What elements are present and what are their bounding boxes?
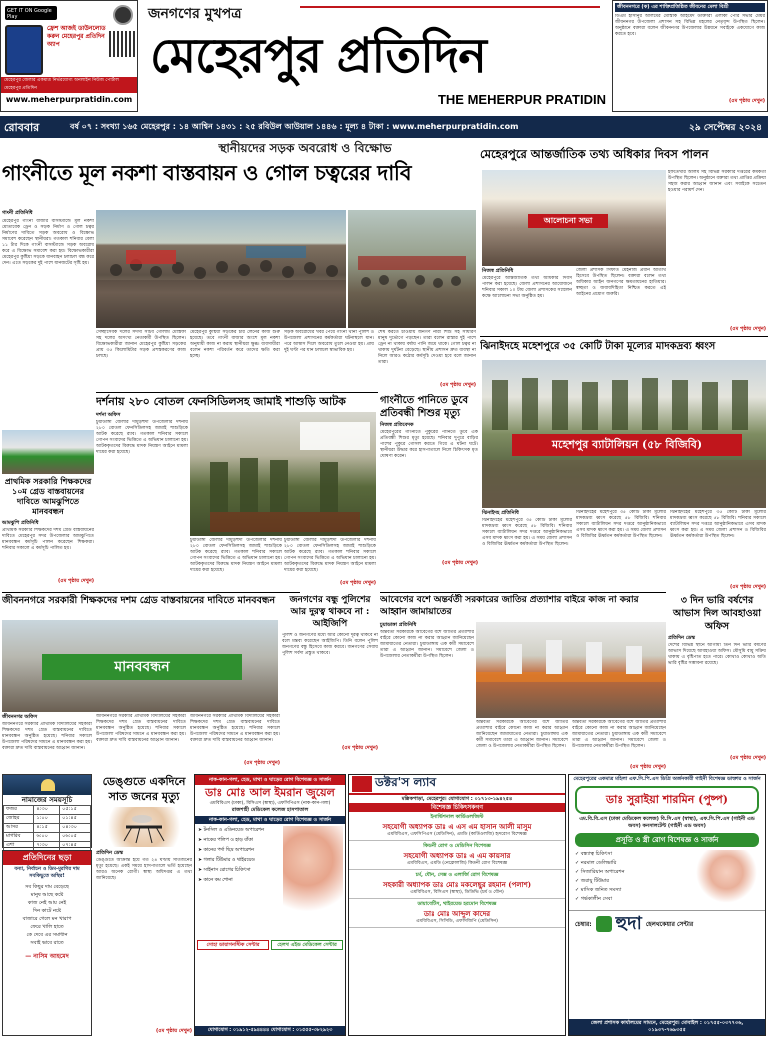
- prayer-cell: আসর: [4, 824, 34, 833]
- ad-doctors-lab[interactable]: [348, 774, 566, 1036]
- mother-child-illustration: [694, 850, 759, 906]
- google-play-badge[interactable]: GET IT ON Google Play: [5, 6, 57, 20]
- ad-lab-doctor: [349, 812, 565, 841]
- drugs-photo-figures: [482, 360, 766, 508]
- jamaat-headline[interactable]: আবেগের বশে অন্তর্বর্তী সরকারের জাতির প্রত্যাশার বাইরে কাজ না করার আহ্বান জামায়াতের: [380, 595, 639, 617]
- drugs-photo: [482, 360, 766, 508]
- mosque-icon: [3, 775, 91, 795]
- qr-code: [109, 31, 135, 57]
- ad-suraiya-clinic-sub: হেলথকেয়ার সেন্টার: [645, 920, 694, 928]
- prayer-cell: ০৫:১৫: [60, 806, 91, 815]
- ad-imran-service: ➤ কানের পর্দা ছিদ্র অপারেশন: [198, 848, 254, 853]
- rti-banner: আলোচনা সভা: [528, 214, 608, 228]
- prayer-cell: ৭:৩০: [34, 842, 60, 851]
- phensedyl-headline[interactable]: দর্শনায় ২৮০ বোতল ফেনসিডিলসহ জামাই শাশুড়ি আটক: [96, 395, 346, 408]
- divider: [96, 392, 378, 393]
- ad-lab-doctor: [349, 899, 565, 928]
- top-right-heading: জীবননগরে (ক) এর শাক্তিপ্রতিষ্ঠিত জীবনের মেলা বিশ্রী: [615, 3, 765, 12]
- prayer-row: [4, 833, 91, 842]
- teachers-col: [2, 520, 94, 588]
- ad-lab-doctor-spec: ডায়াবেটিস, থাইরয়েড হরমোন বিশেষজ্ঞ: [417, 901, 497, 907]
- ad-imran-service: ➤ সাইনাস রোগের চিকিৎসা: [198, 868, 251, 873]
- rti-col-right: [668, 170, 766, 334]
- rhyme-line: মানুষ আছে কষ্টে: [30, 892, 64, 898]
- website-link[interactable]: www.meherpurpratidin.com: [5, 95, 133, 104]
- weather-body: দেশের বিভিন্ন স্থানে আগামী তিন দিন ভারি বর্ষণের আভাস দিয়েছে আবহাওয়া অফিস। মৌসুমি বায়ু সক্রিয় থাকায় এ বৃষ্টিপাত হতে পারে। কোথাও কোথাও অতি ভারি বৃষ্টির সম্ভাবনা রয়েছে।: [668, 643, 766, 666]
- ad-lab-doctor-name: ডাঃ মোঃ আব্দুল কাদের: [423, 909, 491, 918]
- ad-imran-services: [195, 826, 283, 938]
- phensedyl-body-3: চুয়াডাঙ্গা জেলার দামুড়হুদা উপজেলার দর্শনায় ২৮০ বোতল ফেনসিডিলসহ জামাই শাশুড়িকে আটক করেছে র‍্যাব। গতকাল শনিবার সকালে গোপন সংবাদের ভিত্তিতে এ অভিযান চালানো হয়। আটককৃতদের বিরুদ্ধে মাদক নিয়ন্ত্রণ আইনে মামলা দায়ের করা হয়েছে।: [284, 538, 376, 573]
- prayer-row: [4, 806, 91, 815]
- ad-imran-post: রাজশাহী মেডিকেল কলেজ হাসপাতাল: [231, 807, 309, 813]
- app-promo-text: ফ্রেশ আজই ডাউনলোড করুন মেহেরপুর প্রতিদিন অ্যাপ: [47, 25, 106, 48]
- dengue-byline: প্রতিদিন ডেস্ক: [96, 850, 124, 856]
- teachers-photo: [2, 430, 94, 474]
- rti-col1: [482, 268, 572, 334]
- jibannagar-more[interactable]: (৫ম পৃষ্ঠায় দেখুন): [243, 760, 280, 766]
- rhyme-line: ফেরে খালি হাতে: [30, 924, 64, 930]
- rhyme-subtitle: বন্যা, নির্বাচন ও ডিম-মুরগির দাম সবকিছুতে অস্থির!: [14, 866, 80, 879]
- ad-lab-doctor-detail: এমবিবিএস, এফসিপিএস (মেডিসিন), এমডি (কার্ডিওলজি) হৃদরোগ বিশেষজ্ঞ: [387, 832, 527, 837]
- ad-lab-doctor: [349, 870, 565, 899]
- drown-body: মেহেরপুরের গাংনীতে পুকুরের পানিতে ডুবে এক প্রতিবন্ধী শিশুর মৃত্যু হয়েছে। শনিবার দুপুরে বাড়ির পাশের পুকুরে গোসল করতে গিয়ে এ ঘটনা ঘটে। স্থানীয়রা উদ্ধার করে হাসপাতালে নিলে চিকিৎসক মৃত ঘোষণা করেন।: [380, 430, 478, 459]
- teachers-body: প্রাথমিক সরকারি শিক্ষকদের দশম গ্রেড বাস্তবায়নের দাবিতে মেহেরপুর সদর উপজেলার আমঝুপিতে মানববন্ধন কর্মসূচি পালন করেছেন শিক্ষকরা। শনিবার সকালে এ কর্মসূচি পালিত হয়।: [2, 528, 94, 551]
- jibannagar-photo: [2, 620, 278, 712]
- police-more[interactable]: (৫ম পৃষ্ঠায় দেখুন): [341, 745, 378, 751]
- ad-imran-service: ➤ গলার টিউমার ও থাইরয়েড: [198, 858, 255, 863]
- jamaat-photo-stage: [476, 622, 666, 718]
- drown-byline: নিজস্ব প্রতিবেদক: [380, 422, 414, 428]
- dateline-date: ২৯ সেপ্টেম্বর ২০২৪: [688, 123, 762, 133]
- lead-byline: গাংনী প্রতিনিধি: [2, 210, 33, 216]
- masthead: [140, 0, 610, 112]
- clinic-logo-icon: [596, 916, 612, 932]
- ad-lab-brand: ডক্টর'স ল্যাব: [375, 775, 437, 789]
- jibannagar-banner: মানববন্ধন: [42, 654, 242, 680]
- drugs-col1: [482, 510, 572, 592]
- ad-suraiya-service: ✓ সিজারিয়ান অপারেশন: [575, 869, 625, 875]
- masthead-accent: [300, 6, 600, 14]
- ad-lab-doctor-detail: এমবিবিএস, সিসিডি, এফসিজিপি (মেডিসিন): [416, 919, 498, 924]
- drugs-col3: [670, 510, 766, 592]
- mosquito-photo: [96, 807, 192, 847]
- ad-lab-doctor-spec: ইনার্ভিশনাল কার্ডিওলজিস্ট: [430, 814, 484, 820]
- divider: [380, 592, 666, 593]
- prayer-cell: ৪:১৫: [34, 824, 60, 833]
- rhyme-line: সব কিছুর দাম বেড়েছে: [25, 884, 69, 890]
- top-right-news: [612, 0, 768, 112]
- ad-imran-service: ➤ টনসিল ও এডিনয়েড অপারেশন: [198, 828, 265, 833]
- police-body: পুলিশ ও জনগণের মধ্যে আর কোনো দূরত্ব থাকবে না বলে মন্তব্য করেছেন আইজিপি। তিনি বলেন পুলিশ জনগণের বন্ধু হিসেবে কাজ করবে। জনগণের সেবায় পুলিশ সর্বদা প্রস্তুত থাকবে।: [282, 633, 378, 656]
- ad-lab-doctor-spec: কিডনী রোগ ও মেডিসিন বিশেষজ্ঞ: [423, 843, 491, 849]
- app-logo-icon: [113, 5, 133, 25]
- jibannagar-byline: জীবননগর অফিস: [2, 714, 38, 720]
- ad-suraiya-name: ডাঃ সুরাইয়া শারমিন (পুষ্প): [575, 786, 759, 814]
- lead-photo-2-figures: [348, 210, 476, 328]
- ad-imran-section: নাক-কান-গলা, হেড, মাথা ও ঘাড়ের রোগ বিশেষজ্ঞ ও সার্জন: [195, 816, 345, 824]
- phensedyl-col1: [96, 412, 188, 588]
- prayer-table: [3, 805, 91, 851]
- ad-suraiya-chamber-label: চেম্বার:: [575, 920, 592, 928]
- ad-lab-doctor-detail: এমবিবিএস, বিসিএস (স্বাস্থ্য), ডিডিভি (চর্ম ও যৌন): [410, 890, 504, 895]
- ad-lab-doctor-name: সহকারী অধ্যাপক ডাঃ মোঃ মকলেছুর রহমান (পলাশ): [382, 880, 532, 889]
- dateline-bar: [0, 116, 768, 138]
- phensedyl-photo: [190, 412, 376, 536]
- ad-lab-doctor-spec: চর্ম, যৌন, সেক্স ও এলার্জি রোগ বিশেষজ্ঞ: [415, 872, 499, 878]
- prayer-title: নামাজের সময়সূচি: [21, 796, 73, 804]
- drown-headline[interactable]: গাংনীতে পানিতে ডুবে প্রতিবন্ধী শিশুর মৃত্যু: [380, 395, 469, 419]
- ad-suraiya-footer: জেলা প্রশাসক কার্যালয়ের সামনে, মেহেরপুর। মোবাইল : ০১৭৫৫-০৩৭৭৩৬, ০১৯৩৭-৭৬৯৩৫৫: [569, 1019, 765, 1035]
- ad-imran-service: ➤ নাকের পলিপ ও হাড় বাঁকা: [198, 838, 253, 843]
- rti-more[interactable]: (৫ম পৃষ্ঠায় দেখুন): [729, 326, 766, 332]
- phensedyl-photo-scene: [190, 412, 376, 536]
- portal-ticker: মেহেরপুর জেলার একমাত্র নির্ভরযোগ্য অনলাইন নিউজ পোর্টাল মেহেরপুর প্রতিদিন: [1, 77, 137, 93]
- ad-lab-doctor-detail: এমবিবিএস, এমডি (নেফ্রোলজি) কিডনী রোগ বিশেষজ্ঞ: [406, 861, 508, 866]
- divider: [2, 592, 300, 593]
- prayer-cell: ০১:৪৫: [60, 815, 91, 824]
- phensedyl-body-2: চুয়াডাঙ্গা জেলার দামুড়হুদা উপজেলার দর্শনায় ২৮০ বোতল ফেনসিডিলসহ জামাই শাশুড়িকে আটক করেছে র‍্যাব। গতকাল শনিবার সকালে গোপন সংবাদের ভিত্তিতে এ অভিযান চালানো হয়। আটককৃতদের বিরুদ্ধে মাদক নিয়ন্ত্রণ আইনে মামলা দায়ের করা হয়েছে।: [190, 538, 282, 573]
- ad-imran-degrees: এমবিবিএস (ঢাকা), বিসিএস (স্বাস্থ্য), এফসিপিএস (নাক-কান-গলা): [209, 801, 331, 806]
- lead-body4: সড়ক অবরোধের খবর পেয়ে গাংনী থানা পুলিশ ও উপজেলা প্রশাসনের কর্মকর্তারা ঘটনাস্থলে যান। পরে আশ্বাস দিলে অবরোধ তুলে নেওয়া হয়। প্রায় দুই ঘণ্টা পর যান চলাচল স্বাভাবিক হয়।: [284, 330, 374, 353]
- rhyme-author: — নাসিম আহমেদ: [25, 953, 69, 960]
- prayer-cell: মাগরিব: [4, 833, 34, 842]
- rti-photo: [482, 170, 666, 266]
- jamaat-more[interactable]: (৫ম পৃষ্ঠায় দেখুন): [629, 764, 666, 770]
- rhyme-title: প্রতিদিনের ছড়া: [3, 851, 91, 865]
- lead-photo-crowd: [96, 210, 346, 328]
- app-promo-box[interactable]: [0, 0, 138, 112]
- jibannagar-headline[interactable]: জীবননগরে সরকারী শিক্ষকদের দশম গ্রেড বাস্তবায়নের দাবিতে মানববন্ধন: [2, 595, 276, 606]
- ad-lab-doctor-name: সহযোগী অধ্যাপক ডাঃ এ এম কায়সার: [403, 851, 511, 860]
- prayer-cell: এশা: [4, 842, 34, 851]
- jamaat-photo: [476, 622, 666, 718]
- ad-imran-phone: যোগাযোগ : ০১৯১২-৫৯৪৪৪৪ যোগাযোগ : ০১৫৫৫-৩৮২৯২৩: [195, 1026, 345, 1035]
- masthead-title-en: THE MEHERPUR PRATIDIN: [437, 92, 606, 107]
- prayer-cell: ০৭:৪৫: [60, 842, 91, 851]
- jibannagar-body: জীবননগরে সরকারি প্রাথমিক বিদ্যালয়ের সহকারী শিক্ষকদের দশম গ্রেড বাস্তবায়নের দাবিতে মানববন্ধন অনুষ্ঠিত হয়েছে। শনিবার সকালে উপজেলা পরিষদের সামনে এ মানববন্ধন করা হয়। বক্তারা দ্রুত দাবি বাস্তবায়নের আহ্বান জানান।: [2, 722, 92, 751]
- ad-suraiya-top: মেহেরপুরের একমাত্র মহিলা এফ.সি.পি.এস ডিগ্রি অর্জনকারী গাইনী বিশেষজ্ঞ ডাক্তার ও সার্জন: [573, 776, 761, 782]
- teachers-headline[interactable]: প্রাথমিক সরকারি শিক্ষকদের ১০ম গ্রেড বাস্তবায়নের দাবিতে আমঝুপিতে মানববন্ধন: [4, 476, 92, 516]
- rhyme-box: [2, 850, 92, 1036]
- ad-imran-chamber1: সোহা ডায়াগনস্টিক সেন্টার: [197, 940, 269, 950]
- drugs-more[interactable]: (৫ম পৃষ্ঠায় দেখুন): [729, 584, 766, 590]
- ad-lab-sub: বিশেষজ্ঞ চিকিৎসকগণ: [349, 803, 565, 812]
- dengue-more[interactable]: (৫ম পৃষ্ঠায় দেখুন): [155, 1028, 192, 1034]
- lead-photo: [96, 210, 346, 328]
- prayer-cell: ৬:০০: [34, 833, 60, 842]
- ad-suraiya-service: ✓ গর্ভকালীন সেবা: [575, 896, 613, 902]
- masthead-tagline: জনগণের মুখপত্র: [148, 6, 242, 22]
- rhyme-line: দিন কাটে নষ্টে: [33, 908, 61, 914]
- phensedyl-col3: [284, 538, 376, 588]
- weather-headline[interactable]: ৩ দিন ভারি বর্ষণের আভাস দিল আবহাওয়া অফিস: [672, 595, 762, 632]
- lead-body3: মেহেরপুর কুষ্টিয়া সড়কের চার লেনের কাজ শুরু হয়েছে। তবে গাংনী বাজার অংশে মূল নকশা অনুযায়ী কাজ না করায় স্থানীয়রা ক্ষুব্ধ। ব্যবসায়ীরা বলেন নকশা পরিবর্তন করে তাদের ক্ষতি করা হচ্ছে।: [190, 330, 280, 359]
- phensedyl-byline: দর্শনা অফিস: [96, 412, 121, 418]
- police-story: [282, 594, 378, 768]
- lead-col-right: [378, 330, 476, 390]
- ad-suraiya-service: ✓ মাসিক জনিত সমস্যা: [575, 887, 622, 893]
- ad-suraiya-service: ✓ নরমাল ডেলিভারি: [575, 860, 617, 866]
- dengue-story: [96, 774, 192, 1036]
- weather-story: [668, 594, 766, 772]
- jamaat-body-2: অন্তর্বর্তী সরকারকে আবেগের বশে জাতির প্রত্যাশার বাইরে কোনো কাজ না করার আহ্বান জানিয়েছেন জামায়াতের নেতারা। চুয়াডাঙ্গায় এক কর্মী সমাবেশে তারা এ আহ্বান জানান। সমাবেশে জেলা ও উপজেলার নেতাকর্মীরা উপস্থিত ছিলেন।: [476, 720, 568, 749]
- drown-more[interactable]: (৫ম পৃষ্ঠায় দেখুন): [441, 560, 478, 566]
- prayer-cell: জোহর: [4, 815, 34, 824]
- mosquito-icon: [96, 807, 192, 847]
- lead-body1: মেহেরপুর গাংনী বাজার বাসস্ট্যান্ডে মূল নকশা মোতাবেক ড্রেন ও সড়ক নির্মাণ ও গোল চত্বর নির্মাণের দাবিতে সড়ক অবরোধ ও বিক্ষোভ সমাবেশ করেছেন স্থানীয়রা। গতকাল শনিবার বেলা ১১ টার দিকে গাংনী বাসস্ট্যান্ডে সড়ক অবরোধ করে এ বিক্ষোভ সমাবেশ করা হয়। বিক্ষোভকারীরা মেহেরপুর কুষ্টিয়া সড়কে যানবাহন চলাচল বন্ধ করে দেন। এতে সড়কের দুই পাশে যানজটের সৃষ্টি হয়।: [2, 219, 94, 266]
- teachers-more[interactable]: (৫ম পৃষ্ঠায় দেখুন): [57, 578, 94, 584]
- ad-suraiya-banner: প্রসূতি ও স্ত্রী রোগ বিশেষজ্ঞ ও সার্জন: [575, 833, 759, 847]
- rti-body2: জেলা প্রশাসক সিফাত মেহনাজ প্রধান অতিথি হিসেবে উপস্থিত ছিলেন। বক্তারা বলেন তথ্য অধিকার আইন জনগণের ক্ষমতায়নের হাতিয়ার। স্বচ্ছতা ও জবাবদিহিতা নিশ্চিত করতে এই আইনের প্রয়োগ জরুরি।: [576, 268, 666, 297]
- drugs-headline[interactable]: ঝিনাইদহে মহেশপুরে ৩৫ কোটি টাকা মূল্যের মাদকদ্রব্য ধ্বংস: [480, 341, 716, 352]
- ad-imran-chamber2: হেলথ এইড মেডিকেল সেন্টার: [271, 940, 343, 950]
- dateline-info: বর্ষ ০৭ : সংখ্যা ১৬৫ মেহেরপুর : ১৪ আশ্বিন ১৪৩১ : ২৫ রবিউল আউয়াল ১৪৪৬ : মূল্য ৪ টাকা : www.meherpurpratidin.com: [70, 122, 519, 131]
- ad-suraiya[interactable]: [568, 774, 766, 1036]
- police-headline[interactable]: জনগণের বন্ধু পুলিশের আর দুরত্ব থাকবে না : আইজিপি: [289, 595, 371, 629]
- drugs-body-2: ঝিনাইদহের মহেশপুরে ৩৫ কোটি টাকা মূল্যের মাদকদ্রব্য ধ্বংস করেছে ৫৮ বিজিবি। শনিবার সকালে ব্যাটালিয়ন সদর দপ্তরে আনুষ্ঠানিকভাবে এসব মাদক ধ্বংস করা হয়। এ সময় জেলা প্রশাসন ও বিজিবির ঊর্ধ্বতন কর্মকর্তারা উপস্থিত ছিলেন।: [576, 510, 666, 539]
- teachers-byline: আমঝুপি প্রতিনিধি: [2, 520, 39, 526]
- drown-story: [380, 394, 478, 588]
- prayer-cell: ফজর: [4, 806, 34, 815]
- drugs-body-3: ঝিনাইদহের মহেশপুরে ৩৫ কোটি টাকা মূল্যের মাদকদ্রব্য ধ্বংস করেছে ৫৮ বিজিবি। শনিবার সকালে ব্যাটালিয়ন সদর দপ্তরে আনুষ্ঠানিকভাবে এসব মাদক ধ্বংস করা হয়। এ সময় জেলা প্রশাসন ও বিজিবির ঊর্ধ্বতন কর্মকর্তারা উপস্থিত ছিলেন।: [670, 510, 766, 539]
- ad-lab-address: মল্লিকপাড়া, মেহেরপুর। যোগাযোগ : ০১৭১৩-১৯৪২৫৪: [401, 796, 513, 802]
- rti-byline: নিজস্ব প্রতিনিধি: [482, 268, 514, 274]
- jamaat-body-3: অন্তর্বর্তী সরকারকে আবেগের বশে জাতির প্রত্যাশার বাইরে কোনো কাজ না করার আহ্বান জানিয়েছেন জামায়াতের নেতারা। চুয়াডাঙ্গায় এক কর্মী সমাবেশে তারা এ আহ্বান জানান। সমাবেশে জেলা ও উপজেলার নেতাকর্মীরা উপস্থিত ছিলেন।: [572, 720, 666, 749]
- rhyme-lines: [3, 883, 91, 947]
- jamaat-col1: [380, 622, 474, 772]
- rhyme-line: কে দেবে এর সমাধান: [26, 932, 68, 938]
- ad-imran[interactable]: [194, 774, 346, 1036]
- drugs-body: ঝিনাইদহের মহেশপুরে ৩৫ কোটি টাকা মূল্যের মাদকদ্রব্য ধ্বংস করেছে ৫৮ বিজিবি। শনিবার সকালে ব্যাটালিয়ন সদর দপ্তরে আনুষ্ঠানিকভাবে এসব মাদক ধ্বংস করা হয়। এ সময় জেলা প্রশাসন ও বিজিবির ঊর্ধ্বতন কর্মকর্তারা উপস্থিত ছিলেন।: [482, 518, 572, 547]
- prayer-row: [4, 815, 91, 824]
- prayer-box: [2, 774, 92, 848]
- ent-illustration: [283, 826, 343, 938]
- rti-body1: মেহেরপুরে আন্তর্জাতিক তথ্য অধিকার দিবস পালন করা হয়েছে। জেলা প্রশাসনের আয়োজনে শনিবার সকাল ১০ টায় জেলা প্রশাসকের সম্মেলন কক্ষে আলোচনা সভা অনুষ্ঠিত হয়।: [482, 276, 572, 299]
- phone-mockup: [5, 25, 43, 75]
- phensedyl-more[interactable]: (৫ম পৃষ্ঠায় দেখুন): [339, 580, 376, 586]
- ad-suraiya-degrees: এম.বি.বি.এস (ঢাকা মেডিকেল কলেজ) বি.সি.এস (স্বাস্থ্য), এফ.সি.পি.এস (গাইনী এন্ড অবস) কনসালটেন্ট (গাইনী এন্ড অবস): [579, 816, 755, 829]
- rti-body3: ইফতেখার আলম সহ বিভিন্ন সরকারি দপ্তরের কর্মকর্তা উপস্থিত ছিলেন। অনুষ্ঠানে বক্তারা তথ্য প্রাপ্তির প্রক্রিয়া সহজ করার আহ্বান জানান এবং সবাইকে সচেতন হওয়ার পরামর্শ দেন।: [668, 170, 766, 193]
- lead-photo-2: [348, 210, 476, 328]
- rhyme-line: বাজারে গেলে মন খারাপ: [22, 916, 72, 922]
- divider: [480, 336, 768, 337]
- lead-body5-text: শেষ করতে চাওয়ায় জনগণ নারী শিশু সহ সাধারণ মানুষ দুর্ভোগে পড়ছেন। তারা বলেন রাস্তার দুই পাশে ড্রেন না থাকায় বর্ষায় পানি জমে থাকে। গোল চত্বর না থাকায় দুর্ঘটনা বেড়েছে। স্থানীয় প্রশাসন দ্রুত ব্যবস্থা না নিলে আরও কঠোর কর্মসূচি দেওয়া হবে বলে জানান তারা।: [378, 330, 476, 365]
- top-right-more[interactable]: (৫ম পৃষ্ঠায় দেখুন): [728, 98, 765, 104]
- prayer-row: [4, 824, 91, 833]
- prayer-cell: ১:০০: [34, 815, 60, 824]
- lead-kicker: স্থানীয়দের সড়ক অবরোধ ও বিক্ষোভ: [218, 141, 392, 155]
- dengue-body: ডেঙ্গুতে আক্রান্ত হয়ে গত ২৪ ঘণ্টায় সাতজনের মৃত্যু হয়েছে। একই সময়ে হাসপাতালে ভর্তি হয়েছেন আরও অনেক রোগী। স্বাস্থ্য অধিদপ্তর এ তথ্য জানিয়েছে।: [96, 858, 192, 881]
- weather-more[interactable]: (৫ম পৃষ্ঠায় দেখুন): [729, 755, 766, 761]
- ad-imran-name: ডাঃ মোঃ আল ইমরান জুয়েল: [205, 786, 335, 799]
- jamaat-byline: চুয়াডাঙ্গা প্রতিনিধি: [380, 622, 417, 628]
- drugs-banner: মহেশপুর ব্যাটালিয়ন (৫৮ বিজিবি): [512, 434, 742, 456]
- ad-imran-service: ➤ কানে কম শোনা: [198, 878, 233, 883]
- phensedyl-body: চুয়াডাঙ্গা জেলার দামুড়হুদা উপজেলার দর্শনায় ২৮০ বোতল ফেনসিডিলসহ জামাই শাশুড়িকে আটক করেছে র‍্যাব। গতকাল শনিবার সকালে গোপন সংবাদের ভিত্তিতে এ অভিযান চালানো হয়। আটককৃতদের বিরুদ্ধে মাদক নিয়ন্ত্রণ আইনে মামলা দায়ের করা হয়েছে।: [96, 420, 188, 455]
- rti-headline[interactable]: মেহেরপুরে আন্তর্জাতিক তথ্য অধিকার দিবস পালন: [480, 147, 709, 161]
- ad-lab-doctor: [349, 841, 565, 870]
- dengue-headline[interactable]: ডেঙ্গুতে একদিনে সাত জনের মৃত্যু: [102, 775, 186, 803]
- jibannagar-col1: [2, 714, 92, 768]
- lead-more[interactable]: (৫ম পৃষ্ঠায় দেখুন): [439, 382, 476, 388]
- prayer-cell: ০৬:০৫: [60, 833, 91, 842]
- rhyme-line: সবাই ভাবে রাতে: [30, 940, 64, 946]
- lead-body2: সেচ্ছাসেবক দলের সদস্য সচিব গোলাম মোস্তফা সহ দলের অসংখ্য নেতাকর্মী উপস্থিত ছিলেন। বিক্ষোভকারীরা জানান মেহেরপুর কুষ্টিয়া সড়কের প্রায় ৩৫ কিলোমিটার সড়ক প্রশস্তকরণের কাজ চলছে।: [96, 330, 186, 359]
- prayer-cell: ৪:৩০: [34, 806, 60, 815]
- lab-logo-icon: [352, 776, 372, 792]
- ad-imran-top: নাক-কান-গলা, হেড, মাথা ও ঘাড়ের রোগ বিশেষজ্ঞ ও সার্জন: [195, 775, 345, 785]
- jibannagar-body-3: জীবননগরে সরকারি প্রাথমিক বিদ্যালয়ের সহকারী শিক্ষকদের দশম গ্রেড বাস্তবায়নের দাবিতে মানববন্ধন অনুষ্ঠিত হয়েছে। শনিবার সকালে উপজেলা পরিষদের সামনে এ মানববন্ধন করা হয়। বক্তারা দ্রুত দাবি বাস্তবায়নের আহ্বান জানান।: [190, 714, 280, 743]
- lead-headline[interactable]: গাংনীতে মূল নকশা বাস্তবায়ন ও গোল চত্বরের দাবি: [2, 160, 412, 185]
- drugs-byline: ঝিনাইদহ প্রতিনিধি: [482, 510, 519, 516]
- jamaat-col3: [572, 720, 666, 772]
- ad-suraiya-services: [575, 850, 694, 906]
- masthead-title: মেহেরপুর প্রতিদিন: [150, 28, 486, 84]
- prayer-cell: ০৪:৩০: [60, 824, 91, 833]
- dateline-day: রোববার: [4, 121, 40, 134]
- top-right-text: ডিএম হাসানুর আলমের মোস্তাক আহমেদ ডাক্তারা এলাকা পৌর সভার মেয়র জীবননগর উপজেলা প্রশাসন সহ বিভিন্ন মহলের নেতৃবৃন্দ উপস্থিত ছিলেন। অনুষ্ঠানে বক্তারা বলেন জীবননগর উপজেলার উন্নয়নে সবাইকে একযোগে কাজ করতে হবে।: [615, 14, 765, 37]
- weather-byline: প্রতিদিন ডেস্ক: [668, 635, 696, 641]
- ad-suraiya-service: ✓ বন্ধ্যাত্ব চিকিৎসা: [575, 851, 613, 857]
- ad-suraiya-clinic: হুদা: [615, 913, 642, 934]
- jamaat-body: অন্তর্বর্তী সরকারকে আবেগের বশে জাতির প্রত্যাশার বাইরে কোনো কাজ না করার আহ্বান জানিয়েছেন জামায়াতের নেতারা। চুয়াডাঙ্গায় এক কর্মী সমাবেশে তারা এ আহ্বান জানান। সমাবেশে জেলা ও উপজেলার নেতাকর্মীরা উপস্থিত ছিলেন।: [380, 630, 474, 659]
- ad-suraiya-service: ✓ জরায়ু টিউমার: [575, 878, 610, 884]
- jibannagar-col3: [190, 714, 280, 768]
- lead-col1: [2, 210, 94, 466]
- ad-lab-doctor-name: সহযোগী অধ্যাপক ডাঃ এ এস এম হাসান আলী মাসুম: [382, 822, 532, 831]
- jibannagar-body-2: জীবননগরে সরকারি প্রাথমিক বিদ্যালয়ের সহকারী শিক্ষকদের দশম গ্রেড বাস্তবায়নের দাবিতে মানববন্ধন অনুষ্ঠিত হয়েছে। শনিবার সকালে উপজেলা পরিষদের সামনে এ মানববন্ধন করা হয়। বক্তারা দ্রুত দাবি বাস্তবায়নের আহ্বান জানান।: [96, 714, 186, 743]
- rhyme-line: কাজ নেই আয় নেই: [27, 900, 67, 906]
- ad-lab-doctors: [349, 812, 565, 928]
